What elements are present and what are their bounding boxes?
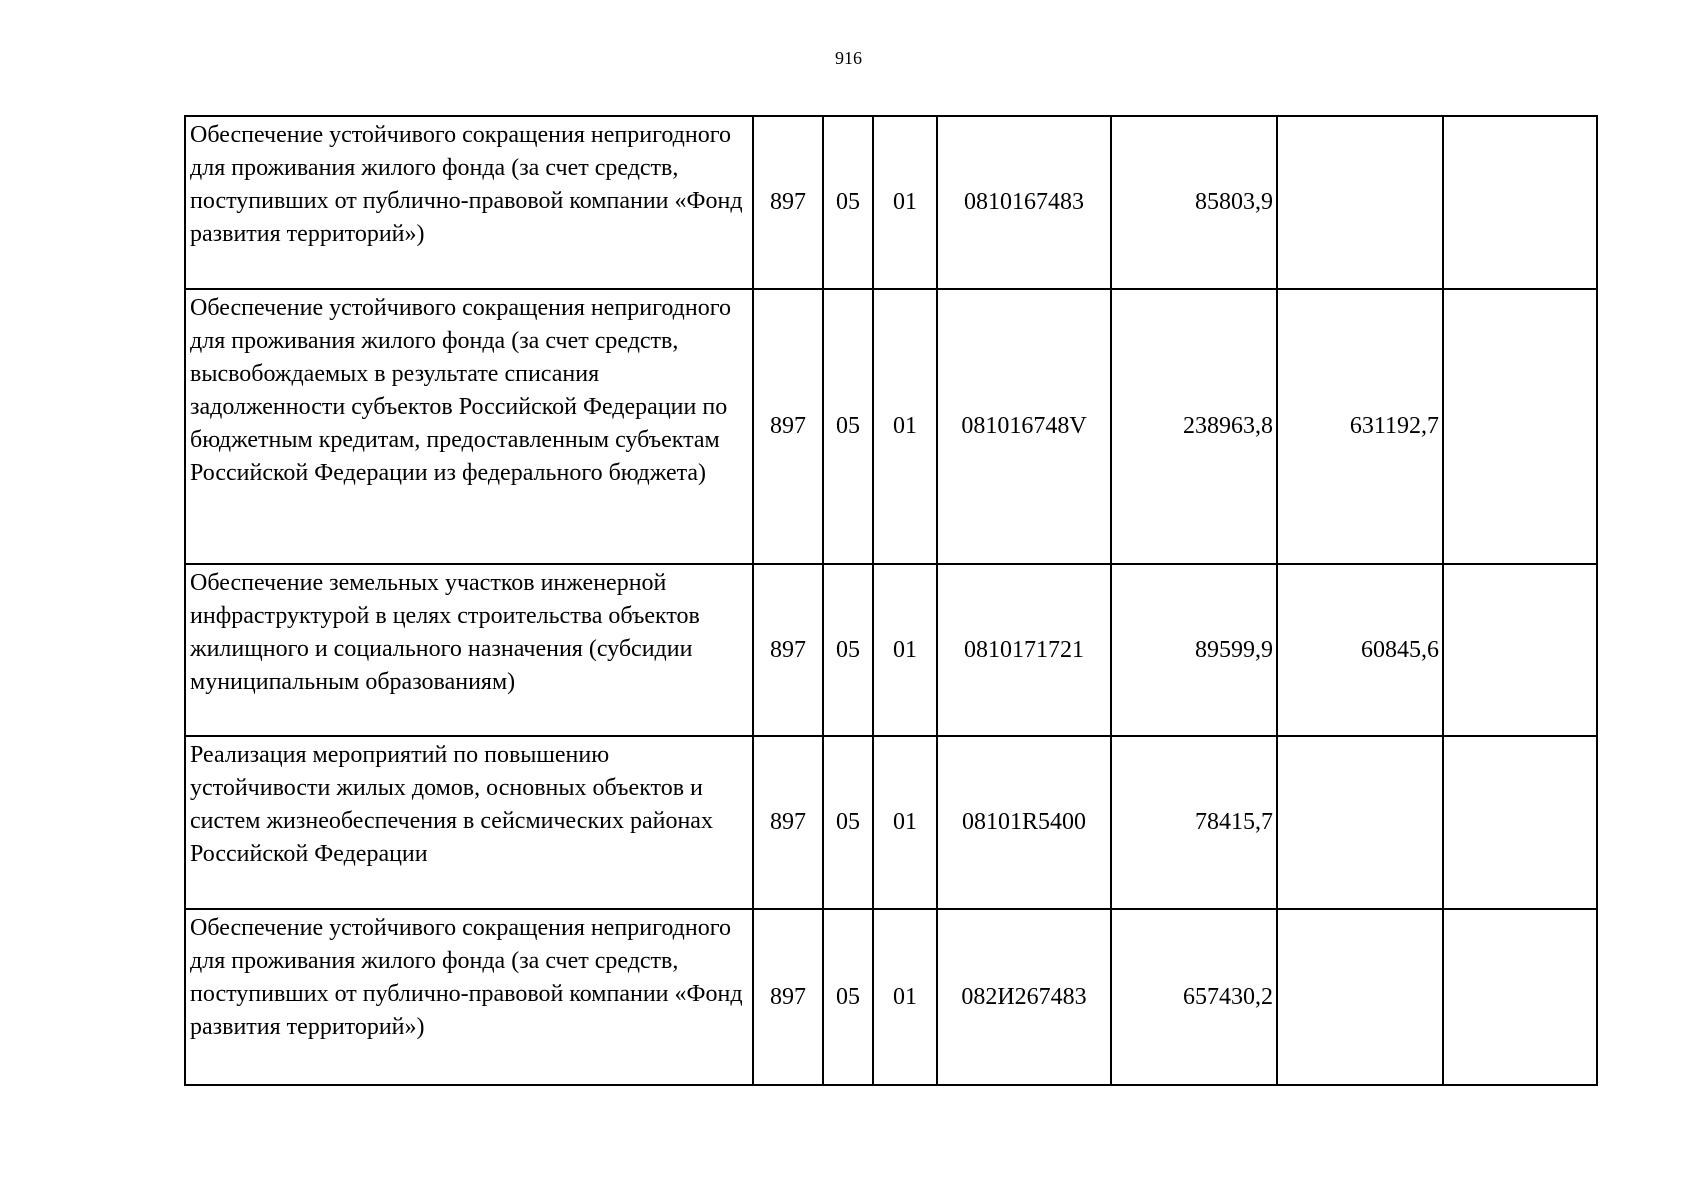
budget-table xyxy=(184,115,1598,1086)
table-row xyxy=(185,289,1597,564)
amount-year-1: 657430,2 xyxy=(1111,909,1277,1085)
row-description: Обеспечение устойчивого сокращения непригодного для проживания жилого фонда (за счет средств, поступивших от публично-правовой компании «Фонд развития территорий») xyxy=(185,909,753,1085)
amount-year-1: 78415,7 xyxy=(1111,736,1277,909)
amount-year-3 xyxy=(1443,909,1597,1085)
subsection-code: 01 xyxy=(873,736,937,909)
row-description: Обеспечение устойчивого сокращения непригодного для проживания жилого фонда (за счет средств, высвобождаемых в результате списания задолженности субъектов Российской Федерации по бюджетным кредитам, предоставленным субъектам Российской Федерации из федерального бюджета) xyxy=(185,289,753,564)
target-article-code: 081016748V xyxy=(937,289,1111,564)
ministry-code: 897 xyxy=(753,116,823,289)
section-code: 05 xyxy=(823,909,873,1085)
row-description: Обеспечение земельных участков инженерной инфраструктурой в целях строительства объектов жилищного и социального назначения (субсидии муниципальным образованиям) xyxy=(185,564,753,736)
target-article-code: 082И267483 xyxy=(937,909,1111,1085)
amount-year-1: 89599,9 xyxy=(1111,564,1277,736)
table-row xyxy=(185,909,1597,1085)
amount-year-3 xyxy=(1443,289,1597,564)
section-code: 05 xyxy=(823,736,873,909)
amount-year-3 xyxy=(1443,736,1597,909)
row-description: Обеспечение устойчивого сокращения непригодного для проживания жилого фонда (за счет средств, поступивших от публично-правовой компании «Фонд развития территорий») xyxy=(185,116,753,289)
amount-year-1: 85803,9 xyxy=(1111,116,1277,289)
section-code: 05 xyxy=(823,564,873,736)
ministry-code: 897 xyxy=(753,289,823,564)
subsection-code: 01 xyxy=(873,116,937,289)
ministry-code: 897 xyxy=(753,736,823,909)
amount-year-2 xyxy=(1277,736,1443,909)
target-article-code: 0810171721 xyxy=(937,564,1111,736)
table-row xyxy=(185,564,1597,736)
amount-year-2: 60845,6 xyxy=(1277,564,1443,736)
amount-year-2 xyxy=(1277,909,1443,1085)
table-row xyxy=(185,116,1597,289)
table-row xyxy=(185,736,1597,909)
section-code: 05 xyxy=(823,116,873,289)
row-description: Реализация мероприятий по повышению устойчивости жилых домов, основных объектов и систем жизнеобеспечения в сейсмических районах Российской Федерации xyxy=(185,736,753,909)
subsection-code: 01 xyxy=(873,564,937,736)
subsection-code: 01 xyxy=(873,289,937,564)
page-number: 916 xyxy=(835,48,862,68)
target-article-code: 08101R5400 xyxy=(937,736,1111,909)
amount-year-3 xyxy=(1443,116,1597,289)
ministry-code: 897 xyxy=(753,909,823,1085)
ministry-code: 897 xyxy=(753,564,823,736)
amount-year-3 xyxy=(1443,564,1597,736)
section-code: 05 xyxy=(823,289,873,564)
subsection-code: 01 xyxy=(873,909,937,1085)
amount-year-2: 631192,7 xyxy=(1277,289,1443,564)
target-article-code: 0810167483 xyxy=(937,116,1111,289)
amount-year-1: 238963,8 xyxy=(1111,289,1277,564)
amount-year-2 xyxy=(1277,116,1443,289)
